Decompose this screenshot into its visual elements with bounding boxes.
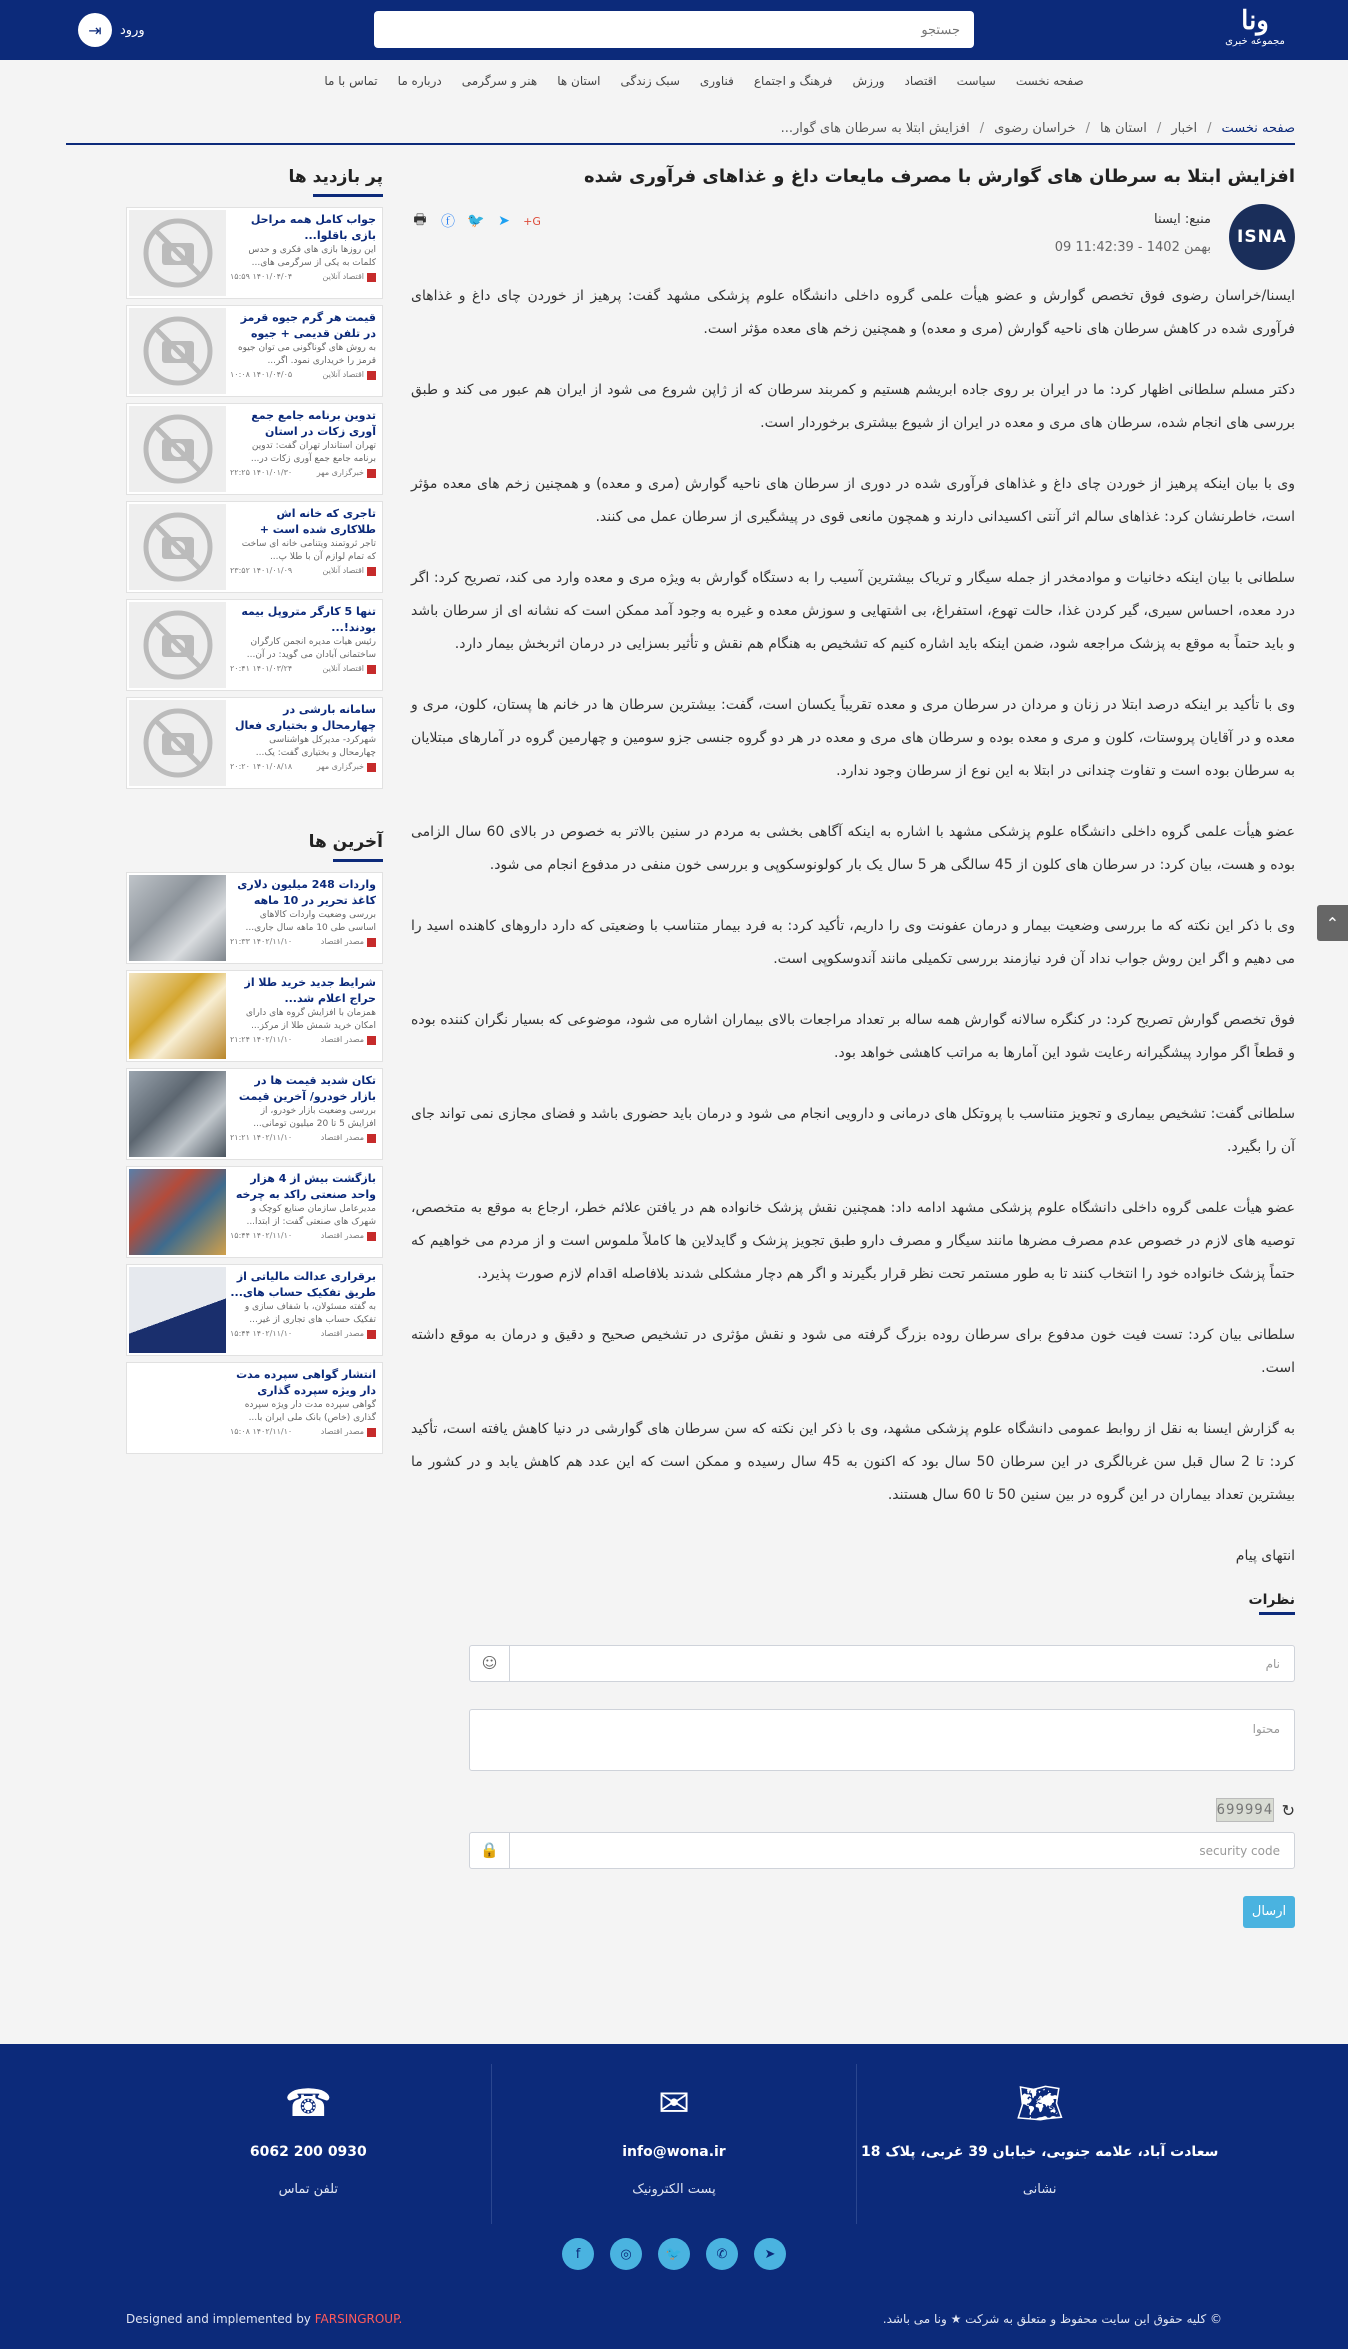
content-placeholder: محتوا [1252,1722,1280,1736]
share-bar [411,212,541,230]
news-date: ۱۴۰۱/۰۳/۲۴ ۲۰:۴۱ [230,664,293,673]
source-icon [367,469,376,478]
source-icon [367,567,376,576]
article-date: 09 بهمن 1402 - 11:42:39 [1054,240,1211,255]
captcha-row [411,1798,1295,1822]
breadcrumb-item[interactable]: اخبار [1171,121,1198,136]
news-summary: تهران استاندار تهران گفت: تدوین برنامه جامع جمع آوری زکات در... [250,441,376,464]
comments-section [411,1592,1295,1928]
content-field[interactable] [469,1709,1295,1771]
news-thumbnail[interactable] [129,504,226,590]
top-header [0,0,1348,60]
source-icon [367,1036,376,1045]
search-input[interactable] [374,11,974,48]
facebook-icon[interactable]: f [562,2238,594,2270]
scroll-top-button[interactable]: ⌃ [1317,905,1348,941]
news-card[interactable] [126,970,383,1062]
news-title[interactable]: تدوین برنامه جامع جمع آوری زکات در استان [251,409,376,438]
breadcrumb-item: افزایش ابتلا به سرطان های گوار... [780,121,970,136]
login-icon: ⇥ [78,13,112,47]
news-date: ۱۴۰۲/۱۱/۱۰ ۲۱:۲۴ [230,1035,293,1044]
article-paragraph: سلطانی گفت: تشخیص بیماری و تجویز متناسب با پروتکل های درمانی و دارویی انجام می شود و درمان باید حضوری باشد و فضای مجازی نمی تواند جای آن را بگیرد. [411,1106,1295,1155]
news-source: اقتصاد آنلاین [322,566,364,575]
logo-subtitle: مجموعه خبری [1225,36,1285,47]
article-paragraph: سلطانی با بیان اینکه دخانیات و موادمخدر از جمله سیگار و تریاک بیشترین آسیب را به دستگاه گوارش به ویژه مری و معده وارد می کند، تصریح کرد: اگر درد معده، احساس سیری، گیر کردن غذا، حالت تهوع، استفراغ، بی اشتهایی و سوزش معده و غیره به وجود آمد ممکن است که نشانه ای از سرطان باشد و باید حتماً به موقع به پزشک مراجعه شود، ضمن اینکه باید اشاره کنیم که تشخیص به هنگام هم نقش و تأثیر بسزایی در درمان اثربخش بیمار دارد. [411,570,1295,652]
login-button[interactable] [78,13,145,47]
news-thumbnail[interactable] [129,875,226,961]
user-icon: ☺ [470,1646,510,1681]
news-summary: تاجر ثروتمند ویتنامی خانه ای ساخت که تمام لوازم آن با طلا پ... [241,539,376,562]
breadcrumb-separator: / [979,121,985,136]
twitter-icon[interactable]: 🐦 [658,2238,690,2270]
news-card[interactable] [126,305,383,397]
news-summary: این روزها بازی های فکری و حدس کلمات به یکی از سرگرمی های... [248,245,376,268]
news-source: مصدر اقتصاد [320,1133,364,1142]
breadcrumb-separator: / [1207,121,1212,136]
article-paragraph: به گزارش ایسنا به نقل از روابط عمومی دانشگاه علوم پزشکی مشهد، وی با ذکر این نکته که سن سرطان های گوارشی در دنیا کاهش یافته است، تأکید کرد: تا 2 سال قبل سن غربالگری در این سرطان 50 سال بود که اکنون به 45 سال رسیده و ممکن است که این عدد هم کاهش یابد و در کشور ما بیشترین تعداد بیماران در این گروه در بین سنین 50 تا 60 سال هستند. [411,1421,1296,1503]
news-source: اقتصاد آنلاین [322,664,364,673]
nav-item[interactable]: سبک زندگی [620,74,680,88]
breadcrumb-item[interactable]: استان ها [1100,121,1147,136]
news-date: ۱۴۰۲/۱۱/۱۰ ۱۵:۴۴ [230,1329,293,1338]
news-title[interactable]: برقراری عدالت مالیاتی از طریق تفکیک حساب های... [230,1270,376,1299]
print-icon[interactable]: 🖶 [413,212,427,228]
credit-prefix: Designed and implemented by [126,2312,315,2326]
news-summary: گواهی سپرده مدت دار ویژه سپرده گذاری (خاص) بانک ملی ایران با... [244,1400,376,1423]
copyright: © کلیه حقوق این سایت محفوظ و متعلق به شرکت ★ ونا می باشد. [882,2312,1222,2326]
breadcrumb [66,121,1295,145]
news-title[interactable]: واردات 248 میلیون دلاری کاغذ تحریر در 10 ماهه [237,878,376,907]
login-label: ورود [120,22,145,38]
latest-title: آخرین ها [308,832,383,852]
source-icon [367,1330,376,1339]
article-paragraph: ایسنا/خراسان رضوی فوق تخصص گوارش و عضو هیأت علمی گروه داخلی دانشگاه علوم پزشکی مشهد گفت: پرهیز از خوردن چای داغ و غذاهای فرآوری شده در کاهش سرطان های ناحیه گوارش (مری و معده) و همچنین زخم های معده مؤثر است. [411,288,1295,337]
news-title[interactable]: تاجری که خانه اش طلاکاری شده است + [259,507,376,536]
footer-phone [126,2064,492,2224]
news-source: مصدر اقتصاد [320,937,364,946]
news-summary: شهرکرد- مدیرکل هواشناسی چهارمحال و بختیاری گفت: یک... [255,735,376,758]
news-source: خبرگزاری مهر [316,468,364,477]
site-logo[interactable] [1220,6,1290,54]
email-label: پست الکترونیک [632,2182,716,2197]
news-title[interactable]: انتشار گواهی سپرده مدت دار ویژه سپرده گذاری [236,1368,376,1397]
news-card[interactable] [126,697,383,789]
news-card[interactable] [126,1362,383,1454]
telegram-icon[interactable]: ➤ [754,2238,786,2270]
article-title: افزایش ابتلا به سرطان های گوارش با مصرف مایعات داغ و غذاهای فرآوری شده [583,166,1295,187]
news-summary: همزمان با افزایش گروه های دارای امکان خرید شمش طلا از مرکز... [245,1008,376,1031]
news-date: ۱۴۰۱/۰۱/۰۹ ۲۳:۵۲ [230,566,293,575]
comments-underline [1259,1612,1295,1615]
article-source[interactable]: منبع: ایسنا [1154,212,1211,227]
news-title[interactable]: سامانه بارشی در چهارمحال و بختیاری فعال [234,703,376,732]
captcha-image: 699994 [1216,1798,1274,1822]
breadcrumb-separator: / [1085,121,1091,136]
news-thumbnail[interactable] [129,1365,226,1451]
article-paragraph: وی با تأکید بر اینکه درصد ابتلا در زنان و مردان در سرطان مری و معده تقریباً یکسان است، گفت: بیشترین سرطان ها در خانم ها پستان، کلون، مری و معده و در آقایان پروستات، کلون و مری و معده بوده و سرطان های مری و معده در هر دو گروه جنسی جزو سومین و چهارمین گروه در آمارهای مبتلایان به سرطان بوده است و تفاوت چندانی در ابتلا به این نوع از سرطان وجود ندارد. [411,697,1295,779]
source-icon [367,665,376,674]
footer [0,2044,1348,2349]
phone-label: تلفن تماس [278,2182,339,2197]
article [411,160,1295,1960]
mail-icon: ✉ [658,2081,690,2125]
article-paragraph: سلطانی بیان کرد: تست فیت خون مدفوع برای سرطان روده بزرگ گرفته می شود و نقش مؤثری در تشخیص صحیح و دقیق و درمان به موقع داشته است. [411,1327,1295,1376]
source-icon [367,938,376,947]
submit-button[interactable]: ارسال [1243,1896,1295,1928]
news-source: خبرگزاری مهر [316,762,364,771]
news-title[interactable]: شرایط جدید خرید طلا از حراج اعلام شد... [244,976,376,1005]
news-summary: مدیرعامل سازمان صنایع کوچک و شهرک های صنعتی گفت: از ابتدا... [246,1204,376,1227]
comments-title: نظرات [1248,1592,1295,1608]
news-thumbnail[interactable] [129,210,226,296]
news-summary: بررسی وضعیت واردات کالاهای اساسی طی 10 ماهه سال جاری... [245,910,376,933]
facebook-icon[interactable]: ⓕ [441,214,455,230]
news-date: ۱۴۰۲/۱۱/۱۰ ۱۵:۰۸ [230,1427,293,1436]
refresh-captcha-icon[interactable]: ↻ [1281,1800,1295,1820]
news-title[interactable]: جواب کامل همه مراحل بازی باقلوا... [250,213,376,242]
news-date: ۱۴۰۱/۰۴/۰۴ ۱۵:۵۹ [230,272,293,281]
nav-item[interactable]: سیاست [956,74,996,88]
news-summary: رئیس هیأت مدیره انجمن کارگران ساختمانی آبادان می گوید: در آن... [246,637,376,660]
article-paragraph: عضو هیأت علمی گروه داخلی دانشگاه علوم پزشکی مشهد با اشاره به اینکه آگاهی بخشی به مردم در سنین بالاتر به خصوص در بالای 60 سال الزامی بوده و هست، بیان کرد: در سرطان های کلون از 45 سالگی هر 5 سال یک بار کولونوسکوپی و بررسی خون منفی در مدفوع انجام می شود. [411,824,1296,873]
breadcrumb-item[interactable]: صفحه نخست [1221,121,1295,136]
news-date: ۱۴۰۲/۱۱/۱۰ ۱۵:۴۴ [230,1231,293,1240]
news-date: ۱۴۰۱/۰۱/۳۰ ۲۲:۲۵ [230,468,293,477]
google-plus-icon[interactable]: G+ [523,214,541,228]
footer-email [492,2064,858,2224]
whatsapp-icon[interactable]: ✆ [706,2238,738,2270]
nav-item[interactable]: صفحه نخست [1015,74,1084,88]
news-summary: به گفته مسئولان، با شفاف سازی و تفکیک حساب های تجاری از غیر... [244,1302,376,1325]
article-paragraph: دکتر مسلم سلطانی اظهار کرد: ما در ایران بر روی جاده ابریشم هستیم و کمربند سرطان که از ژاپن شروع می شود از ایران هم عبور می کند و طبق بررسی های انجام شده، سرطان های مری و معده در ایران از شیوع بیشتری برخوردار است. [411,382,1295,431]
news-thumbnail[interactable] [129,602,226,688]
news-thumbnail[interactable] [129,1267,226,1353]
news-date: ۱۴۰۱/۰۴/۰۵ ۱۰:۰۸ [230,370,293,379]
news-thumbnail[interactable] [129,308,226,394]
telegram-icon[interactable]: ➤ [498,213,510,229]
news-card[interactable] [126,207,383,299]
news-card[interactable] [126,403,383,495]
phone-value[interactable]: 0930 200 6062 [249,2144,367,2160]
nav-item[interactable]: اقتصاد [904,74,937,88]
news-thumbnail[interactable] [129,700,226,786]
news-thumbnail[interactable] [129,973,226,1059]
news-thumbnail[interactable] [129,1071,226,1157]
security-placeholder: security code [1199,1844,1280,1858]
source-icon [367,763,376,772]
news-source: اقتصاد آنلاین [322,272,364,281]
nav-item[interactable]: فرهنگ و اجتماع [753,74,833,88]
news-source: مصدر اقتصاد [320,1035,364,1044]
footer-bottom [126,2312,1222,2336]
security-code-field[interactable] [469,1832,1295,1869]
news-card[interactable] [126,501,383,593]
phone-icon: ☎ [284,2081,332,2125]
news-title[interactable]: بازگشت بیش از 4 هزار واحد صنعتی راکد به چرخه [235,1172,376,1201]
footer-contact [126,2064,1222,2224]
article-body [411,280,1295,1601]
social-links [0,2238,1348,2270]
sidebar [126,160,383,1460]
nav-item[interactable]: فناوری [699,74,734,88]
news-card[interactable] [126,1166,383,1258]
lock-icon: 🔒 [470,1833,510,1868]
news-thumbnail[interactable] [129,1169,226,1255]
nav-item[interactable]: استان ها [557,74,601,88]
map-icon: 🗺 [1015,2081,1064,2125]
breadcrumb-separator: / [1156,121,1162,136]
news-title[interactable]: قیمت هر گرم جیوه قرمز در تلفن قدیمی + جیوه [240,311,376,340]
credit [126,2312,402,2336]
email-value[interactable]: info@wona.ir [622,2144,726,2160]
address-value: سعادت آباد، علامه جنوبی، خیابان 39 غربی، پلاک 18 [860,2144,1219,2160]
article-paragraph: وی با بیان اینکه پرهیز از خوردن چای داغ و غذاهای فرآوری شده در دوری از سرطان های ناحیه گوارش (مری و معده) و همچنین زخم های معده مؤثر است، خاطرنشان کرد: غذاهای سالم اثر آنتی اکسیدانی دارند و همچون مانعی قوی در پیشگیری از سرطان عمل می کنند. [411,476,1295,525]
source-icon [367,371,376,380]
instagram-icon[interactable]: ◎ [610,2238,642,2270]
news-card[interactable] [126,872,383,964]
article-meta [411,204,1295,274]
news-source: مصدر اقتصاد [320,1329,364,1338]
address-label: نشانی [1022,2182,1057,2197]
news-date: ۱۴۰۱/۰۸/۱۸ ۲۰:۲۰ [230,762,293,771]
news-card[interactable] [126,599,383,691]
news-source: مصدر اقتصاد [320,1231,364,1240]
news-title[interactable]: تکان شدید قیمت ها در بازار خودرو/ آخرین قیمت [238,1074,376,1103]
article-end: انتهای پیام [1235,1548,1295,1564]
popular-title: پر بازدید ها [288,167,383,187]
name-field[interactable] [469,1645,1295,1682]
nav-item[interactable]: ورزش [852,74,885,88]
source-icon [367,1134,376,1143]
popular-underline [313,194,383,197]
nav-item[interactable]: تماس با ما [324,74,378,88]
news-date: ۱۴۰۲/۱۱/۱۰ ۲۱:۲۱ [230,1133,293,1142]
source-icon [367,1428,376,1437]
news-thumbnail[interactable] [129,406,226,492]
name-placeholder: نام [1265,1657,1280,1671]
credit-brand[interactable]: FARSINGROUP. [314,2312,403,2326]
article-paragraph: وی با ذکر این نکته که ما بررسی وضعیت بیمار و درمان عفونت وی را داریم، تأکید کرد: به فرد بیمار متناسب با وضعیتی که دارد داروهای کاهنده اسید را می دهیم و اگر این روش جواب نداد آن فرد نیازمند بررسی تکمیلی مانند آندوسکوپی است. [411,918,1295,967]
article-paragraph: عضو هیأت علمی گروه داخلی دانشگاه علوم پزشکی مشهد ادامه داد: همچنین نقش پزشک خانواده هم در یافتن علائم خطر، ارجاع به موقع به متخصص، توصیه های لازم در خصوص عدم مصرف مضرها مانند سیگار و مصرف دارو طبق تجویز پزشک و گایدلاین ها کاملاً ملموس است و از مردم می خواهیم که حتماً پزشک خانواده خود را انتخاب کنند تا به طور مستمر تحت نظر قرار بگیرند و اگر هم دچار مشکلی شدند بلافاصله اقدام لازم صورت پذیرد. [411,1200,1295,1282]
latest-underline [333,859,383,862]
news-summary: بررسی وضعیت بازار خودرو، از افزایش 5 تا 20 میلیون تومانی... [253,1106,376,1129]
news-summary: به روش های گوناگونی می توان جیوه قرمز را خریداری نمود. اگر... [237,343,376,366]
news-title[interactable]: تنها 5 کارگر متروپل بیمه بودند!... [241,605,376,634]
footer-address [857,2064,1222,2224]
news-source: اقتصاد آنلاین [322,370,364,379]
news-source: مصدر اقتصاد [320,1427,364,1436]
nav-item[interactable]: هنر و سرگرمی [461,74,538,88]
news-card[interactable] [126,1264,383,1356]
logo-mark: ونا [1241,6,1269,36]
twitter-icon[interactable]: 🐦 [467,213,485,229]
nav-item[interactable]: درباره ما [397,74,442,88]
source-icon [367,273,376,282]
agency-logo: ISNA [1229,204,1295,270]
article-paragraph: فوق تخصص گوارش تصریح کرد: در کنگره سالانه گوارش همه ساله بر تعداد مراجعات بالای بیماران اشاره می شود، موضوعی که بسیار نگران کننده بوده و قطعاً اگر موارد پیشگیرانه رعایت شود این آمارها به مراتب کاهشی خواهد بود. [411,1012,1295,1061]
news-date: ۱۴۰۲/۱۱/۱۰ ۲۱:۳۳ [230,937,293,946]
source-icon [367,1232,376,1241]
main-nav [0,74,1348,94]
breadcrumb-item[interactable]: خراسان رضوی [994,121,1076,136]
news-card[interactable] [126,1068,383,1160]
